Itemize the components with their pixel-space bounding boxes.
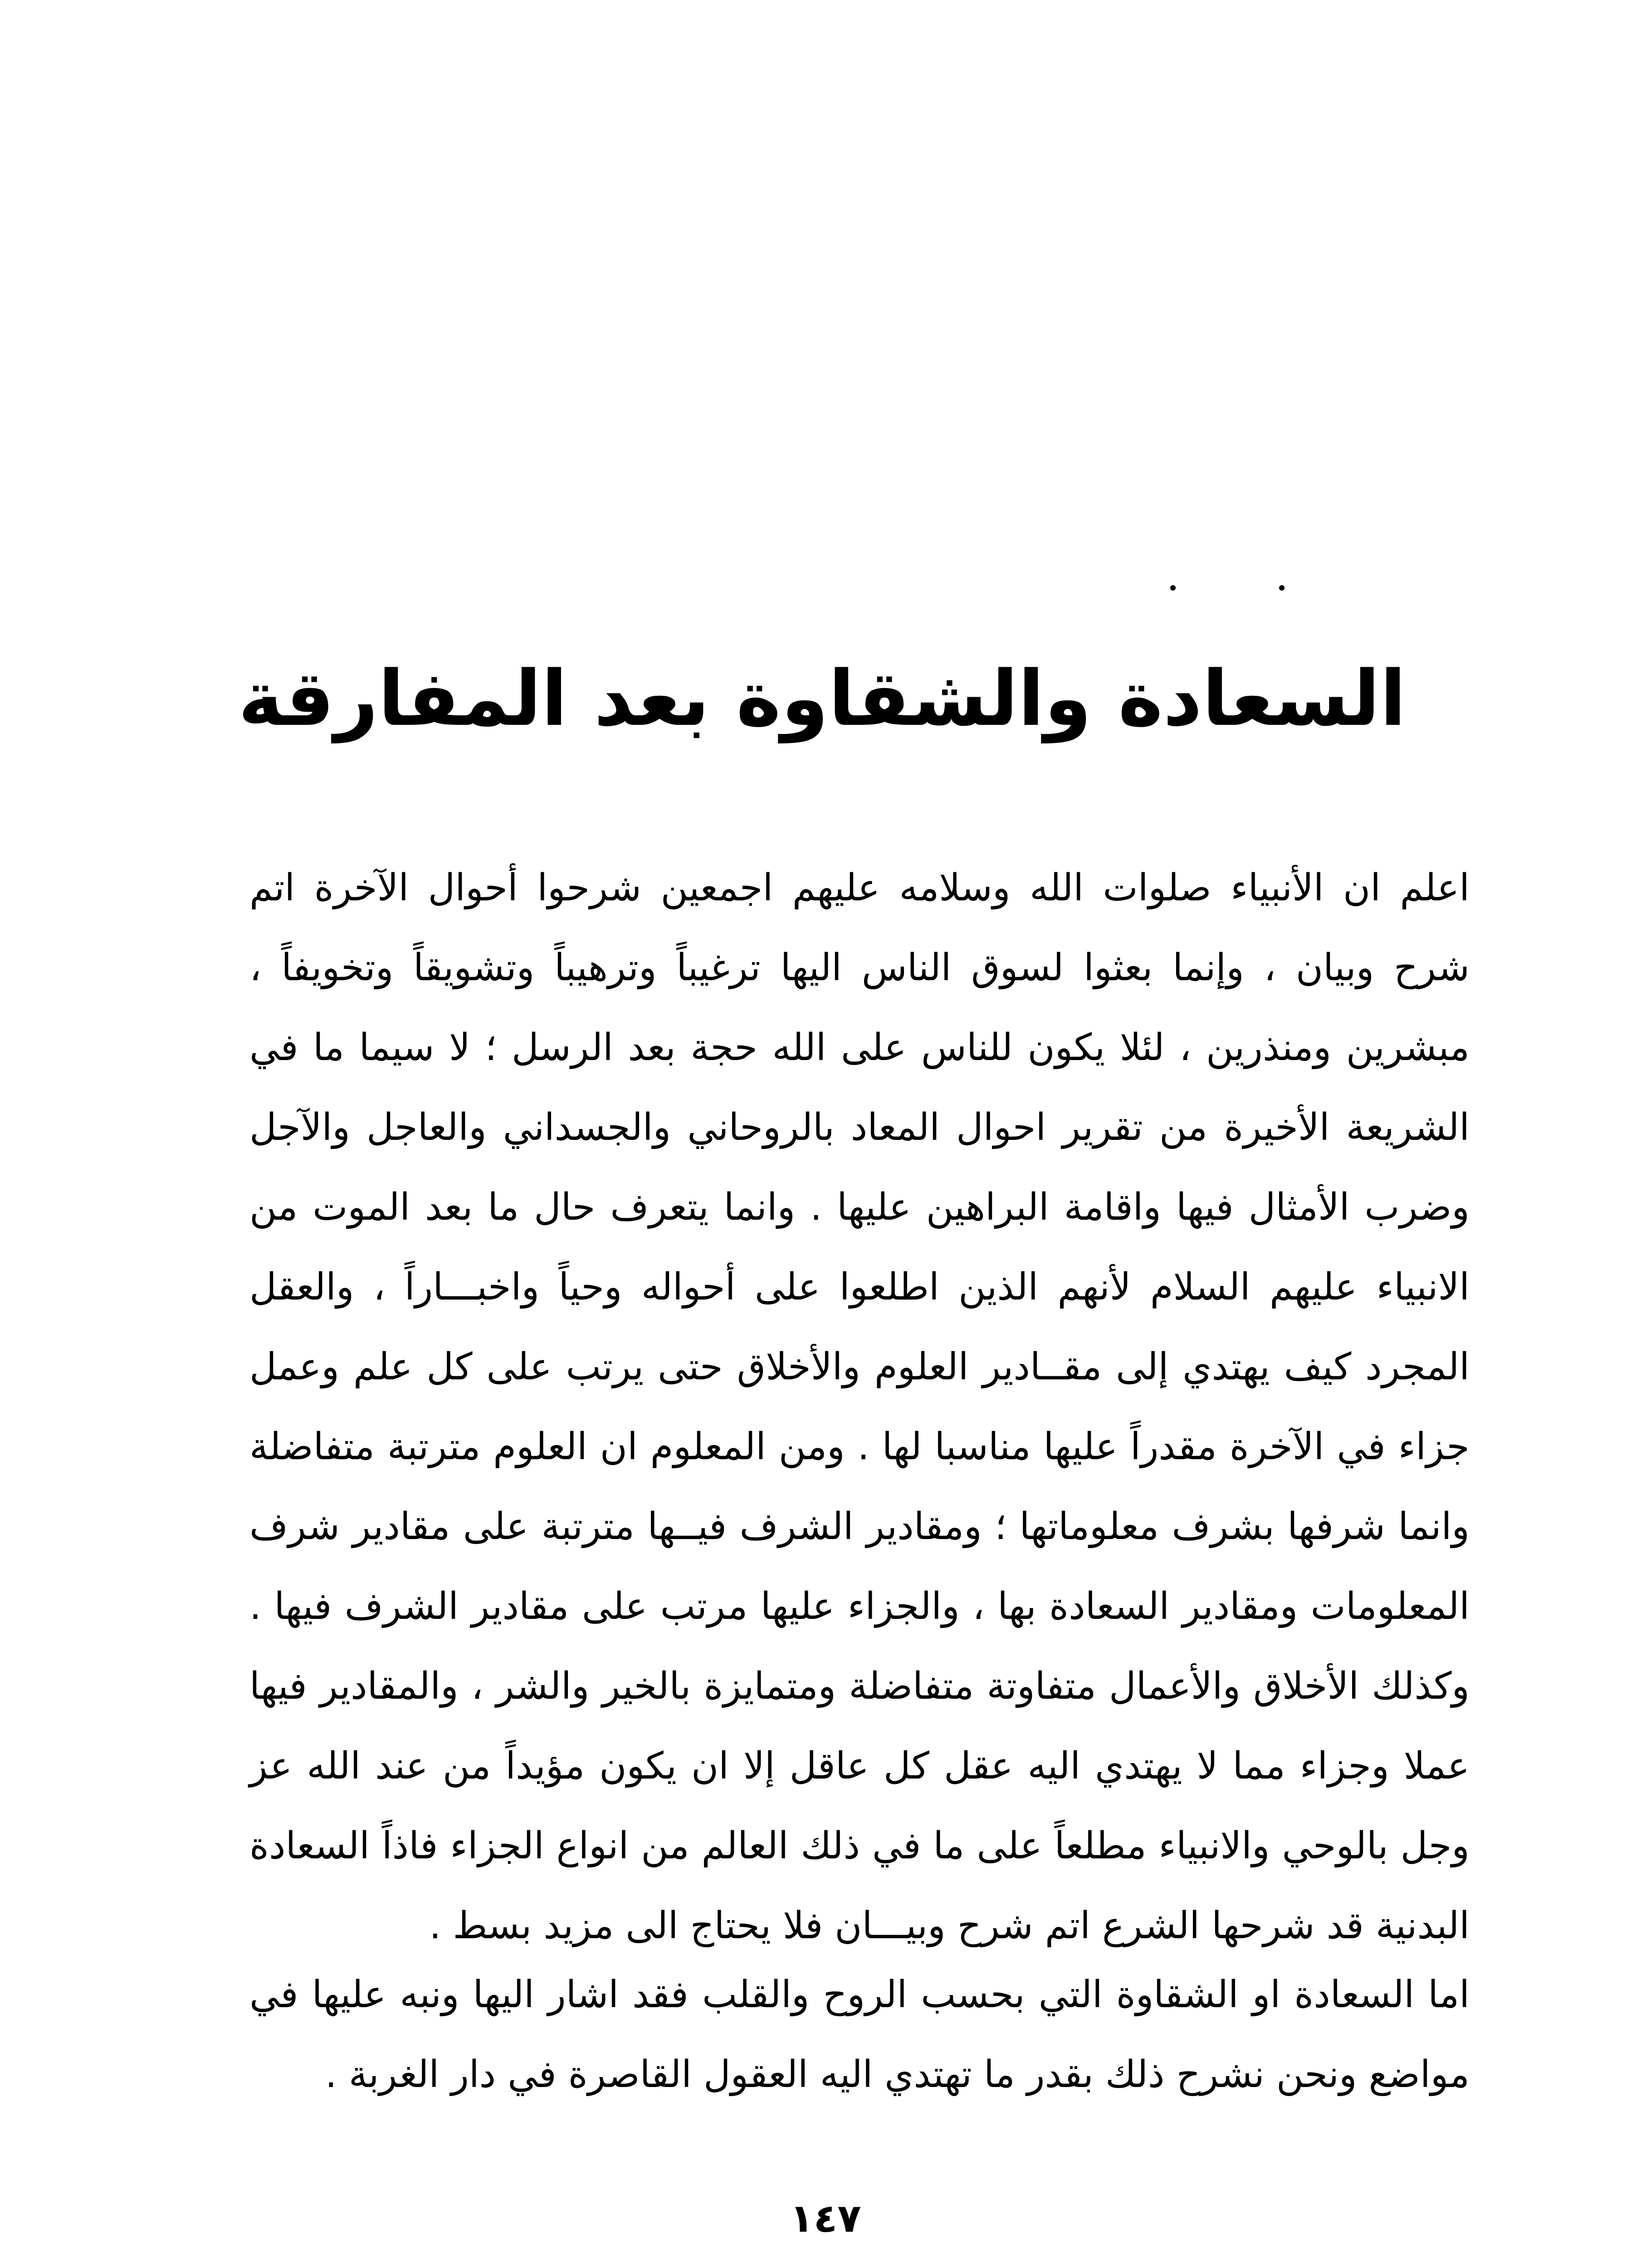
page-number: ١٤٧ [790,2196,861,2241]
paragraph-1: اعلم ان الأنبياء صلوات الله وسلامه عليهم اجمعين شرحوا أحوال الآخرة اتم شرح وبيان ، وإنما بعثوا لسوق الناس اليها ترغيباً وترهيباً وتشويقاً وتخويفاً ، مبشرين ومنذرين ، لئلا يكون للناس على الله حجة بعد الرسل ؛ لا سيما ما في الشريعة الأخيرة من تقرير احوال المعاد بالروحاني والجسداني والعاجل والآجل وضرب الأمثال فيها واقامة البراهين عليها . وانما يتعرف حال ما بعد الموت من الانبياء عليهم السلام لأنهم الذين اطلعوا على أحواله وحياً واخبـــاراً ، والعقل المجرد كيف يهتدي إلى مقــادير العلوم والأخلاق حتى يرتب على كل علم وعمل جزاء في الآخرة مقدراً عليها مناسبا لها . ومن المعلوم ان العلوم مترتبة متفاضلة وانما شرفها بشرف معلوماتها ؛ ومقادير الشرف فيــها مترتبة على مقادير شرف المعلومات ومقادير السعادة بها ، والجزاء عليها مرتب على مقادير الشرف فيها . وكذلك الأخلاق والأعمال متفاوتة متفاضلة ومتمايزة بالخير والشر ، والمقادير فيها عملا وجزاء مما لا يهتدي اليه عقل كل عاقل إلا ان يكون مؤيداً من عند الله عز وجل بالوحي والانبياء مطلعاً على ما في ذلك العالم من انواع الجزاء فاذاً السعادة البدنية قد شرحها الشرع اتم شرح وبيـــان فلا يحتاج الى مزيد بسط . [249,866,1470,1947]
chapter-title: السعادة والشقاوة بعد المفارقة [238,654,1406,743]
ornament-dots [1170,585,1288,594]
dot-right [1279,585,1285,591]
paragraph-2: اما السعادة او الشقاوة التي بحسب الروح والقلب فقد اشار اليها ونبه عليها في مواضع ونحن نشرح ذلك بقدر ما تهتدي اليه العقول القاصرة في دار الغربة . [249,1973,1470,2096]
dot-left [1170,585,1176,591]
